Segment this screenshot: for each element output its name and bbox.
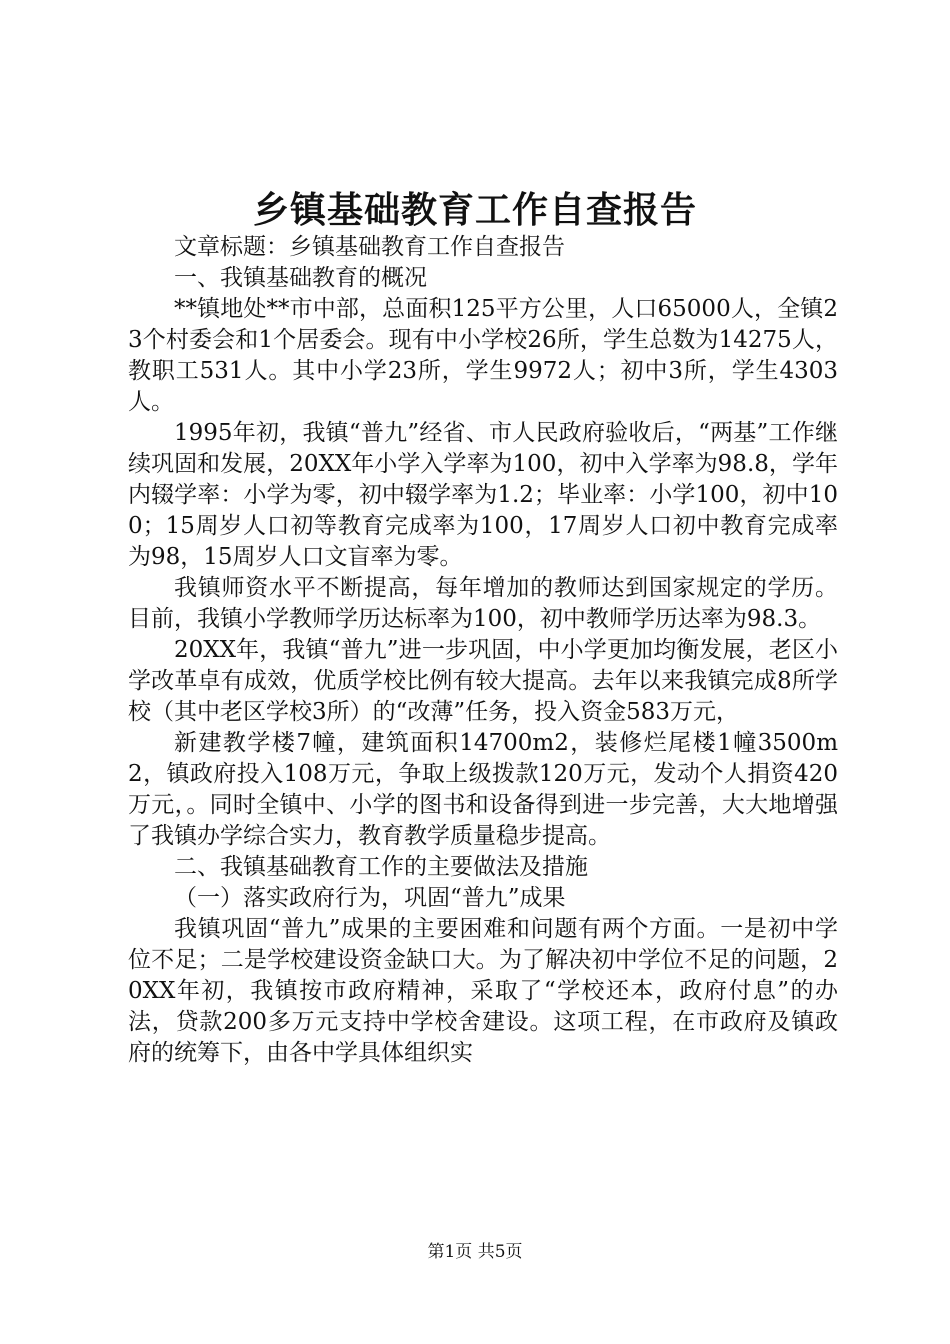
heading-section-1: 一、我镇基础教育的概况: [174, 265, 427, 291]
paragraph-problems: 我镇巩固“普九”成果的主要困难和问题有两个方面。一是初中学位不足；二是学校建设资金缺口大。为了解决初中学位不足的问题，20XX年初，我镇按市政府精神，采取了“学校还本，政府付息”的办法，贷款200多万元支持中学校舍建设。这项工程，在市政府及镇政府的统筹下，由各中学具体组织实: [128, 916, 838, 1066]
paragraph-development: 20XX年，我镇“普九”进一步巩固，中小学更加均衡发展，老区小学改革卓有成效，优质学校比例有较大提高。去年以来我镇完成8所学校（其中老区学校3所）的“改薄”任务，投入资金583万元，: [128, 637, 838, 725]
paragraph-construction: 新建教学楼7幢，建筑面积14700m2，装修烂尾楼1幢3500m2，镇政府投入108万元，争取上级拨款120万元，发动个人捐资420万元，。同时全镇中、小学的图书和设备得到进一步完善，大大地增强了我镇办学综合实力，教育教学质量稳步提高。: [128, 730, 838, 849]
paragraph-enrollment: 1995年初，我镇“普九”经省、市人民政府验收后，“两基”工作继续巩固和发展，20XX年小学入学率为100，初中入学率为98.8，学年内辍学率：小学为零，初中辍学率为1.2；毕业率：小学100，初中100；15周岁人口初等教育完成率为100，17周岁人口初中教育完成率为98，15周岁人口文盲率为零。: [128, 420, 838, 570]
document-body: [128, 232, 838, 1069]
paragraph-teachers: 我镇师资水平不断提高，每年增加的教师达到国家规定的学历。目前，我镇小学教师学历达标率为100，初中教师学历达率为98.3。: [128, 575, 838, 632]
heading-subsection-1: （一）落实政府行为，巩固“普九”成果: [174, 885, 566, 911]
paragraph-article-title: 文章标题：乡镇基础教育工作自查报告: [174, 234, 565, 260]
heading-section-2: 二、我镇基础教育工作的主要做法及措施: [174, 854, 588, 880]
paragraph-overview: **镇地处**市中部，总面积125平方公里，人口65000人，全镇23个村委会和1个居委会。现有中小学校26所，学生总数为14275人，教职工531人。其中小学23所，学生9972人；初中3所，学生4303人。: [128, 296, 838, 415]
page-footer: 第1页 共5页: [427, 1242, 523, 1262]
document-title: 乡镇基础教育工作自查报告: [252, 189, 697, 231]
